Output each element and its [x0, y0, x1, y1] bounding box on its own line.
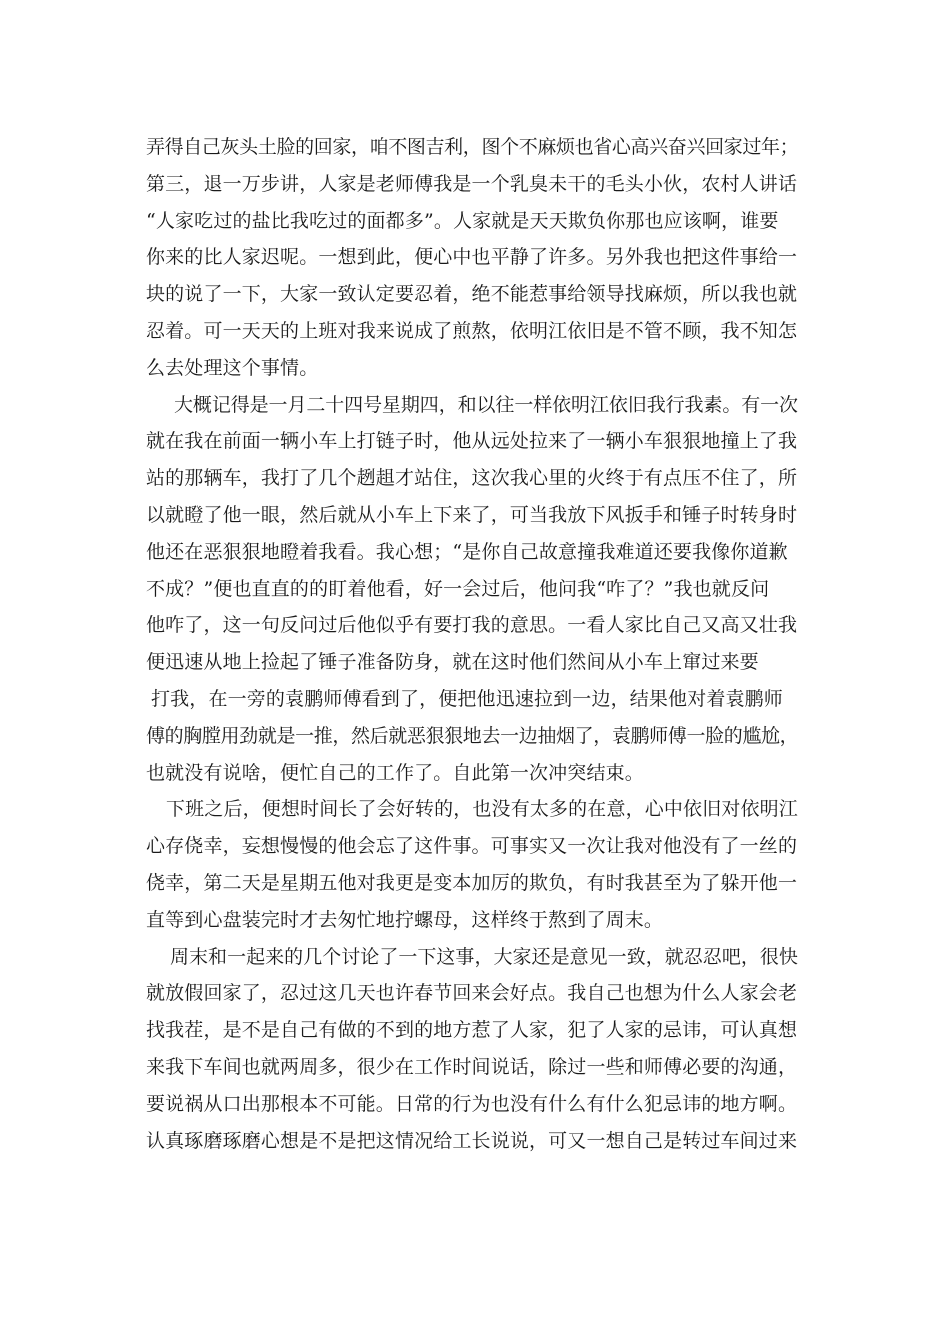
text-line: 他咋了，这一句反问过后他似乎有要打我的意思。一看人家比自己又高又壮我 [146, 614, 798, 637]
text-line: 你来的比人家迟呢。一想到此，便心中也平静了许多。另外我也把这件事给一 [146, 246, 798, 269]
text-line: 便迅速从地上捡起了锤子准备防身，就在这时他们然间从小车上窜过来要 [146, 651, 759, 674]
text-line: 站的那辆车，我打了几个趔趄才站住，这次我心里的火终于有点压不住了，所 [146, 467, 798, 490]
text-line: 以就瞪了他一眼，然后就从小车上下来了，可当我放下风扳手和锤子时转身时 [146, 503, 798, 526]
text-line: 就放假回家了，忍过这几天也许春节回来会好点。我自己也想为什么人家会老 [146, 982, 798, 1005]
text-line: 来我下车间也就两周多，很少在工作时间说话，除过一些和师傅必要的沟通， [146, 1055, 798, 1078]
text-line: 大概记得是一月二十四号星期四，和以往一样依明江依旧我行我素。有一次 [174, 393, 798, 416]
text-line: 侥幸，第二天是星期五他对我更是变本加厉的欺负，有时我甚至为了躲开他一 [146, 871, 798, 894]
text-line: 傅的胸膛用劲就是一推，然后就恶狠狠地去一边抽烟了，袁鹏师傅一脸的尴尬， [146, 724, 799, 747]
text-line: 不成？”便也直直的的盯着他看，好一会过后，他问我“咋了？”我也就反问 [146, 577, 770, 600]
text-line: 心存侥幸，妄想慢慢的他会忘了这件事。可事实又一次让我对他没有了一丝的 [146, 835, 798, 858]
text-line: 周末和一起来的几个讨论了一下这事，大家还是意见一致，就忍忍吧，很快 [170, 945, 798, 968]
text-line: 要说祸从口出那根本不可能。日常的行为也没有什么有什么犯忌讳的地方啊。 [146, 1092, 798, 1115]
text-line: 忍着。可一天天的上班对我来说成了煎熬，依明江依旧是不管不顾，我不知怎 [146, 319, 798, 342]
text-line: 找我茬，是不是自己有做的不到的地方惹了人家，犯了人家的忌讳，可认真想 [146, 1019, 798, 1042]
text-line: 打我，在一旁的袁鹏师傅看到了，便把他迅速拉到一边，结果他对着袁鹏师 [151, 687, 783, 710]
text-line: “人家吃过的盐比我吃过的面都多”。人家就是天天欺负你那也应该啊，谁要 [146, 209, 779, 232]
text-line: 他还在恶狠狠地瞪着我看。我心想；“是你自己故意撞我难道还要我像你道歉 [146, 540, 788, 563]
text-line: 直等到心盘装完时才去匆忙地拧螺母，这样终于熬到了周末。 [146, 908, 664, 931]
text-line: 弄得自己灰头土脸的回家，咱不图吉利，图个不麻烦也省心高兴奋兴回家过年； [146, 136, 799, 158]
text-line: 么去处理这个事情。 [146, 356, 319, 379]
text-line: 第三，退一万步讲，人家是老师傅我是一个乳臭未干的毛头小伙，农村人讲话 [146, 172, 798, 195]
text-line: 认真琢磨琢磨心想是不是把这情况给工长说说，可又一想自己是转过车间过来 [146, 1129, 798, 1152]
body-text [146, 129, 806, 1159]
text-line: 块的说了一下，大家一致认定要忍着，绝不能惹事给领导找麻烦，所以我也就 [146, 283, 798, 306]
text-line: 下班之后，便想时间长了会好转的，也没有太多的在意，心中依旧对依明江 [166, 798, 798, 821]
text-line: 也就没有说啥，便忙自己的工作了。自此第一次冲突结束。 [146, 761, 644, 784]
text-line: 就在我在前面一辆小车上打链子时，他从远处拉来了一辆小车狠狠地撞上了我 [146, 430, 798, 453]
